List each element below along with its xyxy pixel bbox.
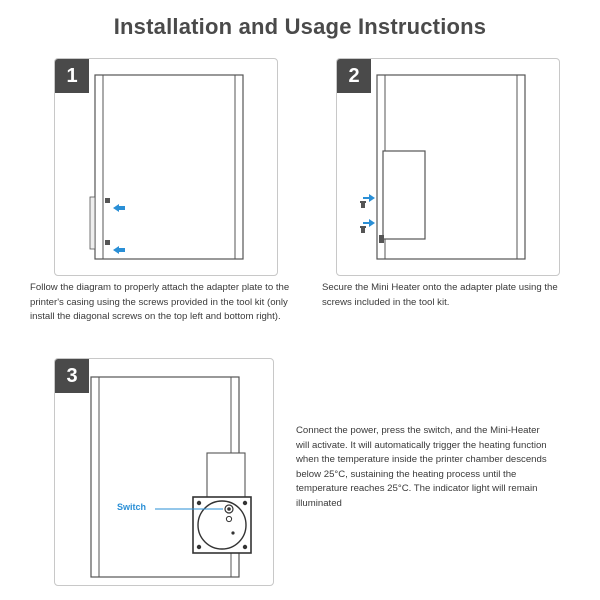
- step-1-diagram: [55, 59, 277, 275]
- arrow-right-icon: [363, 194, 375, 227]
- step-2-diagram: [337, 59, 559, 275]
- step-1-description: Follow the diagram to properly attach the adapter plate to the printer's casing using the screws provided in the tool kit (only install the diagonal screws on the top left and bottom right).: [30, 282, 290, 322]
- step-1-badge: 1: [55, 59, 89, 93]
- step-3-diagram: [55, 359, 273, 585]
- step-1-panel: [54, 58, 278, 276]
- step-3-panel: [54, 358, 274, 586]
- step-2-description: Secure the Mini Heater onto the adapter plate using the screws included in the tool kit.: [322, 282, 558, 308]
- page-title: Installation and Usage Instructions: [113, 14, 487, 39]
- step-2-panel: [336, 58, 560, 276]
- step-2-badge: 2: [337, 59, 371, 93]
- step-3-badge: 3: [55, 359, 89, 393]
- switch-callout-label: Switch: [117, 502, 147, 512]
- screw-icon: [360, 201, 366, 233]
- step-3-description: Connect the power, press the switch, and the Mini-Heater will activate. It will automatically trigger the heating function when the temperature inside the printer chamber descends below 25°C, sustaining the heating process until the temperature reaches 25°C. The indicator light will remain illuminated: [296, 425, 547, 509]
